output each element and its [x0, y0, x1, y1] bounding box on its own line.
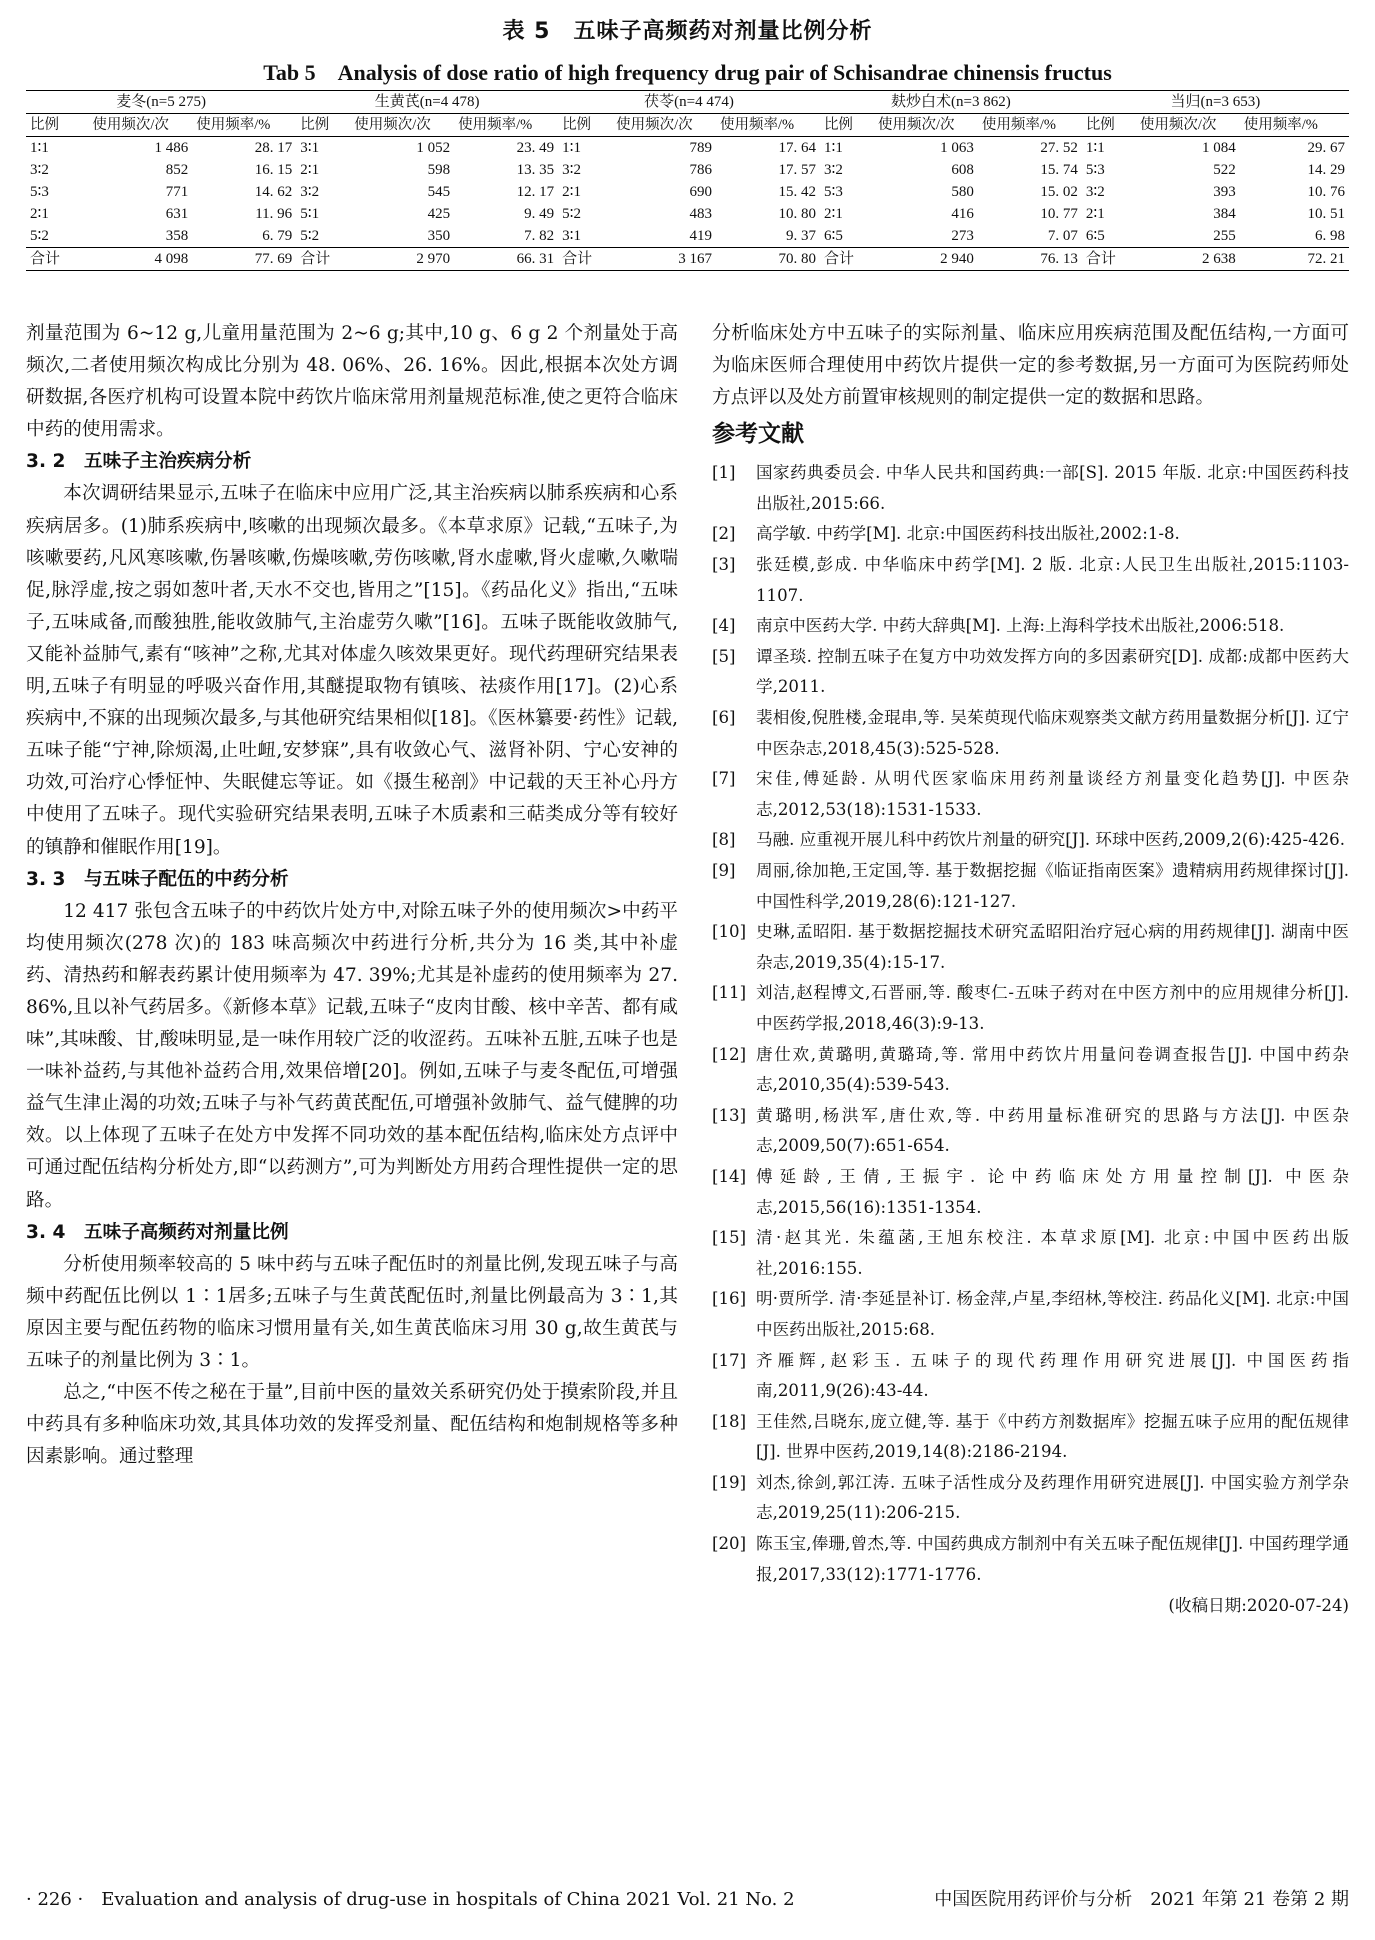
reference-text: 王佳然,吕晓东,庞立健,等. 基于《中药方剂数据库》挖掘五味子应用的配伍规律[J]. 世界中医药,2019,14(8):2186-2194. [756, 1411, 1349, 1462]
right-column [712, 318, 1349, 1622]
reference-text: 马融. 应重视开展儿科中药饮片剂量的研究[J]. 环球中医药,2009,2(6):425-426. [756, 830, 1346, 850]
table-cell: 690 [689, 184, 712, 200]
table-cell: 1∶1 [562, 140, 581, 156]
reference-item [712, 1407, 1349, 1468]
table-cell: 255 [1213, 228, 1236, 244]
table-cell: 522 [1213, 162, 1236, 178]
table-cell: 9. 37 [785, 228, 816, 244]
table-cell: 771 [165, 184, 189, 200]
table-group-header: 当归(n=3 653) [1082, 91, 1349, 114]
reference-text: 史琳,孟昭阳. 基于数据挖掘技术研究孟昭阳治疗冠心病的用药规律[J]. 湖南中医杂志,2019,35(4):15-17. [756, 922, 1349, 972]
table-cell: 273 [951, 228, 974, 244]
paragraph: 本次调研结果显示,五味子在临床中应用广泛,其主治疾病以肺系疾病和心系疾病居多。(1)肺系疾病中,咳嗽的出现频次最多。《本草求原》记载,“五味子,为咳嗽要药,凡风寒咳嗽,伤暑咳嗽,伤燥咳嗽,劳伤咳嗽,肾水虚嗽,肾火虚嗽,久嗽喘促,脉浮虚,按之弱如葱叶者,天水不交也,皆用之”[15]。《药品化义》指出,“五味子,五味咸备,而酸独胜,能收敛肺气,主治虚劳久嗽”[16]。五味子既能收敛肺气,又能补益肺气,素有“咳神”之称,尤其对体虚久咳效果更好。现代药理研究结果表明,五味子有明显的呼吸兴奋作用,其醚提取物有镇咳、祛痰作用[17]。(2)心系疾病中,不寐的出现频次最多,与其他研究结果相似[18]。《医林纂要·药性》记载,五味子能“宁神,除烦渴,止吐衄,安梦寐”,具有收敛心气、滋肾补阴、宁心安神的功效,可治疗心悸怔忡、失眠健忘等证。如《摄生秘剖》中记载的天王补心丹方中使用了五味子。现代实验研究结果表明,五味子木质素和三萜类成分等有较好的镇静和催眠作用[19]。 [26, 483, 678, 858]
table-cell: 7. 82 [524, 228, 555, 244]
table-cell: 358 [165, 228, 189, 244]
table-column-header: 比例 [26, 114, 88, 137]
reference-item [712, 519, 1349, 550]
reference-number: [2] [712, 524, 736, 544]
table-group-header: 茯苓(n=4 474) [558, 91, 820, 114]
table-cell: 28. 17 [254, 140, 293, 156]
reference-text: 南京中医药大学. 中药大辞典[M]. 上海:上海科学技术出版社,2006:518. [756, 616, 1285, 636]
table-cell: 3∶2 [30, 162, 49, 178]
reference-number: [1] [712, 463, 736, 483]
table-cell: 1 052 [416, 140, 451, 156]
table-cell: 1 084 [1202, 140, 1236, 156]
left-column [26, 318, 678, 1473]
reference-item [712, 917, 1349, 978]
reference-text: 高学敏. 中药学[M]. 北京:中国医药科技出版社,2002:1-8. [756, 524, 1180, 544]
reference-item [712, 1162, 1349, 1223]
dose-ratio-table [26, 90, 1349, 271]
reference-number: [17] [712, 1350, 747, 1370]
table-column-header: 比例 [296, 114, 350, 137]
section-heading-3-3: 3. 3 与五味子配伍的中药分析 [26, 868, 289, 890]
reference-text: 国家药典委员会. 中华人民共和国药典:一部[S]. 2015 年版. 北京:中国医药科技出版社,2015:66. [756, 463, 1349, 513]
reference-text: 刘洁,赵程博文,石晋丽,等. 酸枣仁-五味子药对在中医方剂中的应用规律分析[J]. 中医药学报,2018,46(3):9-13. [756, 983, 1349, 1033]
table-cell: 1 063 [940, 140, 974, 156]
table-cell: 5∶3 [823, 184, 843, 200]
page-footer [26, 1888, 1349, 1912]
reference-number: [20] [712, 1534, 747, 1554]
table-cell: 7. 07 [1047, 228, 1078, 244]
table-cell: 2∶1 [300, 162, 320, 178]
table-column-header: 比例 [1082, 114, 1136, 137]
reference-number: [6] [712, 708, 736, 728]
table-cell: 14. 29 [1307, 162, 1345, 178]
references-heading: 参考文献 [712, 421, 804, 448]
reference-item [712, 1101, 1349, 1162]
reference-number: [19] [712, 1472, 747, 1492]
table-cell: 17. 57 [778, 162, 816, 178]
table-cell: 12. 17 [516, 184, 555, 200]
table-cell: 15. 42 [778, 184, 816, 200]
table-cell: 17. 64 [778, 140, 816, 156]
table-column-header: 使用频率/% [978, 114, 1082, 137]
table-cell: 2∶1 [823, 206, 843, 222]
paragraph: 剂量范围为 6~12 g,儿童用量范围为 2~6 g;其中,10 g、6 g 2 个剂量处于高频次,二者使用频次构成比分别为 48. 06%、26. 16%。因此,根据本次处方调研数据,各医疗机构可设置本院中药饮片临床常用剂量规范标准,使之更符合临床中药的使用需求。 [26, 323, 678, 441]
table-column-header: 使用频率/% [716, 114, 820, 137]
table-cell: 598 [427, 162, 451, 178]
table-cell: 5∶2 [30, 228, 49, 244]
table-cell: 15. 74 [1040, 162, 1078, 178]
table-cell: 77. 69 [192, 248, 296, 271]
table-cell: 3 167 [612, 248, 716, 271]
table-cell: 15. 02 [1040, 184, 1078, 200]
table-cell: 425 [427, 206, 451, 222]
table-cell: 11. 96 [255, 206, 293, 222]
table-cell: 789 [689, 140, 712, 156]
table-cell: 580 [951, 184, 974, 200]
reference-item [712, 1346, 1349, 1407]
table-row [26, 181, 1349, 203]
table-cell: 9. 49 [524, 206, 555, 222]
reference-number: [9] [712, 861, 736, 880]
table-column-header: 使用频率/% [454, 114, 558, 137]
table-row [26, 225, 1349, 248]
table-cell: 3∶2 [300, 184, 320, 200]
table-cell: 5∶3 [30, 184, 49, 200]
table-cell: 6∶5 [1085, 228, 1105, 244]
reference-text: 张廷模,彭成. 中华临床中药学[M]. 2 版. 北京:人民卫生出版社,2015:1103-1107. [756, 555, 1349, 605]
table-cell: 786 [689, 162, 712, 178]
reference-item [712, 703, 1349, 764]
section-heading-3-4: 3. 4 五味子高频药对剂量比例 [26, 1221, 289, 1243]
table-row [26, 203, 1349, 225]
reference-item [712, 1468, 1349, 1529]
reference-text: 黄璐明,杨洪军,唐仕欢,等. 中药用量标准研究的思路与方法[J]. 中医杂志,2009,50(7):651-654. [756, 1105, 1349, 1156]
reference-item [712, 1223, 1349, 1284]
reference-text: 清·赵其光. 朱蕴菡,王旭东校注. 本草求原[M]. 北京:中国中医药出版社,2016:155. [756, 1228, 1349, 1278]
reference-text: 唐仕欢,黄璐明,黄璐琦,等. 常用中药饮片用量问卷调查报告[J]. 中国中药杂志,2010,35(4):539-543. [756, 1044, 1349, 1095]
reference-number: [11] [712, 983, 747, 1003]
table-cell: 5∶1 [300, 206, 320, 222]
table-cell: 1∶1 [823, 140, 843, 156]
table-column-header: 使用频率/% [192, 114, 296, 137]
table-cell: 384 [1213, 206, 1236, 222]
table-cell: 1∶1 [1085, 140, 1105, 156]
table-cell: 852 [165, 162, 189, 178]
paragraph: 12 417 张包含五味子的中药饮片处方中,对除五味子外的使用频次>中药平均使用频次(278 次)的 183 味高频次中药进行分析,共分为 16 类,其中补虚药、清热药和解表药累计使用频率为 47. 39%;尤其是补虚药的使用频率为 27. 86%,且以补气药居多。《新修本草》记载,五味子“皮肉甘酸、核中辛苦、都有咸味”,其味酸、甘,酸味明显,是一味作用较广泛的收涩药。五味补五脏,五味子也是一味补益药,与其他补益药合用,效果倍增[20]。例如,五味子与麦冬配伍,可增强益气生津止渴的功效;五味子与补气药黄芪配伍,可增强补敛肺气、益气健脾的功效。以上体现了五味子在处方中发挥不同功效的基本配伍结构,临床处方点评中可通过配伍结构分析处方,即“以药测方”,可为判断处方用药合理性提供一定的思路。 [26, 900, 678, 1211]
table-cell: 23. 49 [516, 140, 555, 156]
section-heading-3-2: 3. 2 五味子主治疾病分析 [26, 451, 252, 473]
reference-item [712, 1040, 1349, 1101]
table-cell: 3∶2 [823, 162, 843, 178]
table-cell: 3∶2 [562, 162, 581, 178]
table-cell: 10. 77 [1040, 206, 1078, 222]
table-group-header: 生黄芪(n=4 478) [296, 91, 558, 114]
table-cell: 631 [165, 206, 189, 222]
table-column-header: 使用频次/次 [874, 114, 978, 137]
table-cell: 2∶1 [1085, 206, 1105, 222]
table-column-header: 比例 [558, 114, 612, 137]
reference-number: [14] [712, 1166, 747, 1186]
table-cell: 3∶1 [300, 140, 320, 156]
reference-item [712, 550, 1349, 611]
table-cell: 合计 [1082, 248, 1136, 271]
reference-number: [12] [712, 1044, 747, 1064]
table-cell: 1 486 [154, 140, 189, 156]
table-cell: 2 940 [874, 248, 978, 271]
reference-number: [10] [712, 922, 747, 942]
reference-item [712, 856, 1349, 917]
reference-item [712, 611, 1349, 642]
table-cell: 6. 79 [262, 228, 293, 244]
reference-text: 宋佳,傅延龄. 从明代医家临床用药剂量谈经方剂量变化趋势[J]. 中医杂志,2012,53(18):1531-1533. [756, 769, 1349, 819]
reference-item [712, 642, 1349, 703]
reference-number: [8] [712, 830, 736, 850]
table-column-header: 使用频率/% [1240, 114, 1349, 137]
table-cell: 5∶2 [562, 206, 581, 222]
table-cell: 2∶1 [30, 206, 49, 222]
reference-number: [13] [712, 1105, 747, 1125]
reference-item [712, 825, 1349, 856]
reference-item [712, 978, 1349, 1039]
reference-text: 裴相俊,倪胜楼,金琨串,等. 吴茱萸现代临床观察类文献方药用量数据分析[J]. 辽宁中医杂志,2018,45(3):525-528. [756, 708, 1349, 758]
reference-text: 谭圣琰. 控制五味子在复方中功效发挥方向的多因素研究[D]. 成都:成都中医药大学,2011. [756, 646, 1349, 697]
reference-item [712, 1529, 1349, 1590]
table-cell: 合计 [296, 248, 350, 271]
table-cell: 5∶3 [1085, 162, 1105, 178]
footer-journal-cn: 中国医院用药评价与分析 2021 年第 21 卷第 2 期 [934, 1889, 1349, 1910]
reference-number: [18] [712, 1411, 747, 1431]
table-group-header: 麦冬(n=5 275) [26, 91, 296, 114]
table-cell: 16. 15 [254, 162, 293, 178]
table-cell: 4 098 [88, 248, 192, 271]
table-cell: 10. 80 [778, 206, 816, 222]
table-cell: 13. 35 [516, 162, 555, 178]
reference-item [712, 764, 1349, 825]
reference-text: 明·贾所学. 清·李延昰补订. 杨金萍,卢星,李绍林,等校注. 药品化义[M]. 北京:中国中医药出版社,2015:68. [756, 1289, 1349, 1339]
table-cell: 27. 52 [1040, 140, 1078, 156]
table-cell: 5∶2 [300, 228, 320, 244]
table-cell: 483 [689, 206, 712, 222]
table-cell: 419 [689, 228, 712, 244]
table-cell: 14. 62 [254, 184, 293, 200]
table-cell: 10. 76 [1307, 184, 1345, 200]
table-cell: 2 970 [350, 248, 454, 271]
reference-item [712, 458, 1349, 519]
table-cell: 76. 13 [978, 248, 1082, 271]
table-cell: 608 [951, 162, 974, 178]
reference-number: [3] [712, 555, 736, 575]
table-column-header: 使用频次/次 [350, 114, 454, 137]
table-caption-en: Tab 5 Analysis of dose ratio of high frequency drug pair of Schisandrae chinensis fructus [263, 60, 1112, 85]
reference-number: [5] [712, 646, 736, 666]
table-cell: 416 [951, 206, 974, 222]
table-cell: 29. 67 [1307, 140, 1345, 156]
reference-text: 齐雁辉,赵彩玉. 五味子的现代药理作用研究进展[J]. 中国医药指南,2011,9(26):43-44. [756, 1350, 1349, 1401]
table-cell: 2∶1 [562, 184, 581, 200]
table-cell: 66. 31 [454, 248, 558, 271]
table-cell: 393 [1213, 184, 1236, 200]
table-cell: 6∶5 [823, 228, 843, 244]
table-caption-cn: 表 5 五味子高频药对剂量比例分析 [502, 19, 873, 44]
table-cell: 3∶1 [562, 228, 581, 244]
reference-number: [16] [712, 1289, 747, 1309]
table-column-header: 比例 [820, 114, 874, 137]
table-cell: 6. 98 [1315, 228, 1345, 244]
paragraph: 总之,“中医不传之秘在于量”,目前中医的量效关系研究仍处于摸索阶段,并且中药具有多种临床功效,其具体功效的发挥受剂量、配伍结构和炮制规格等多种因素影响。通过整理 [26, 1382, 678, 1468]
table-row [26, 159, 1349, 181]
reference-number: [15] [712, 1228, 747, 1248]
table-cell: 2 638 [1136, 248, 1240, 271]
table-total-row [26, 248, 1349, 271]
reference-text: 周丽,徐加艳,王定国,等. 基于数据挖掘《临证指南医案》遗精病用药规律探讨[J]. 中国性科学,2019,28(6):121-127. [756, 861, 1349, 911]
table-cell: 10. 51 [1307, 206, 1345, 222]
table-group-header: 麸炒白术(n=3 862) [820, 91, 1082, 114]
footer-journal-en: · 226 · Evaluation and analysis of drug-use in hospitals of China 2021 Vol. 21 No. 2 [26, 1889, 795, 1910]
reference-item [712, 1284, 1349, 1345]
table-cell: 3∶2 [1085, 184, 1105, 200]
table-cell: 合计 [26, 248, 88, 271]
paragraph: 分析临床处方中五味子的实际剂量、临床应用疾病范围及配伍结构,一方面可为临床医师合理使用中药饮片提供一定的参考数据,另一方面可为医院药师处方点评以及处方前置审核规则的制定提供一定的数据和思路。 [712, 323, 1349, 409]
table-cell: 70. 80 [716, 248, 820, 271]
table-cell: 72. 21 [1240, 248, 1349, 271]
reference-number: [4] [712, 616, 736, 636]
table-cell: 合计 [558, 248, 612, 271]
table-column-header: 使用频次/次 [612, 114, 716, 137]
reference-list [712, 458, 1349, 1590]
table-cell: 合计 [820, 248, 874, 271]
paragraph: 分析使用频率较高的 5 味中药与五味子配伍时的剂量比例,发现五味子与高频中药配伍比例以 1∶1居多;五味子与生黄芪配伍时,剂量比例最高为 3∶1,其原因主要与配伍药物的临床习惯用量有关,如生黄芪临床习用 30 g,故生黄芪与五味子的剂量比例为 3∶1。 [26, 1253, 678, 1371]
table-column-header: 使用频次/次 [1136, 114, 1240, 137]
reference-number: [7] [712, 769, 736, 789]
received-date: (收稿日期:2020-07-24) [1168, 1596, 1349, 1616]
reference-text: 傅延龄,王倩,王振宇. 论中药临床处方用量控制[J]. 中医杂志,2015,56(16):1351-1354. [756, 1166, 1349, 1217]
table-row [26, 137, 1349, 160]
reference-text: 刘杰,徐剑,郭江涛. 五味子活性成分及药理作用研究进展[J]. 中国实验方剂学杂志,2019,25(11):206-215. [756, 1472, 1349, 1523]
reference-text: 陈玉宝,俸珊,曾杰,等. 中国药典成方制剂中有关五味子配伍规律[J]. 中国药理学通报,2017,33(12):1771-1776. [756, 1534, 1349, 1584]
table-cell: 350 [427, 228, 451, 244]
table-cell: 1∶1 [30, 140, 49, 156]
table-column-header: 使用频次/次 [88, 114, 192, 137]
table-cell: 545 [427, 184, 451, 200]
